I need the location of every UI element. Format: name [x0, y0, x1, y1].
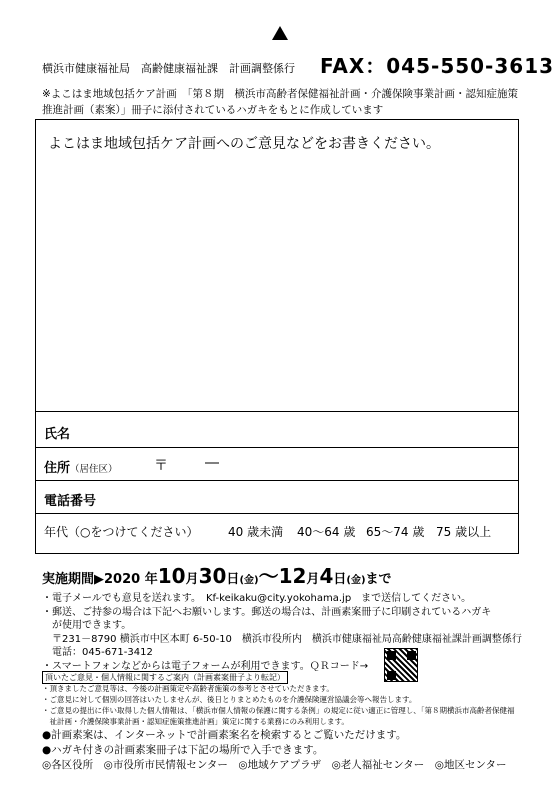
submission-methods — [42, 592, 522, 673]
footer-line: ●ハガキ付きの計画素案冊子は下記の場所で入手できます。 — [42, 744, 324, 756]
footer-locations: ◎各区役所 ◎市役所市民情報センター ◎地域ケアプラザ ◎老人福祉センター ◎地区センター — [42, 759, 507, 771]
divider — [35, 411, 519, 412]
fine-line: ・頂きましたご意見等は、今後の計画策定や高齢者施策の参考とさせていただきます。 — [42, 684, 334, 693]
period-unit: 月 — [306, 572, 320, 587]
divider — [35, 513, 519, 514]
footer-line: ●計画素案は、インターネットで計画素案名を検索するとご覧いただけます。 — [42, 729, 407, 741]
period-end: まで — [365, 572, 392, 587]
age-option-75plus[interactable]: 75 歳以上 — [436, 525, 492, 539]
period-start-day: 30 — [198, 564, 227, 588]
bullet-smartphone: ・スマートフォンなどからは電子フォームが利用できます。ＱＲコード→ — [42, 660, 369, 672]
age-option-under40[interactable]: 40 歳未満 — [228, 525, 284, 539]
postal-dash: ― — [205, 455, 219, 471]
qr-code-icon[interactable] — [384, 648, 418, 682]
privacy-fine-print — [42, 683, 520, 727]
source-note: ※よこはま地域包括ケア計画 「第８期 横浜市高齢者保健福祉計画・介護保険事業計画・認知症施策推進計画（素案）」冊子に添付されているハガキをもとに作成しています — [42, 88, 519, 116]
address-label-text: 住所 — [44, 461, 71, 476]
triangle-mark — [272, 26, 288, 40]
period-weekday: (金) — [346, 575, 366, 586]
period-unit: 日 — [333, 572, 347, 587]
period-unit: 月 — [185, 572, 199, 587]
divider — [35, 480, 519, 481]
fine-line: 祉計画・介護保険事業計画・認知症施策推進計画」策定に関する業務にのみ利用します。 — [42, 717, 349, 726]
period-end-day: 4 — [319, 564, 334, 588]
period-tilde: ～ — [258, 564, 279, 588]
postal-mark: 〒 — [154, 458, 168, 474]
privacy-notice-heading: 頂いたご意見・個人情報に関するご案内（計画素案冊子より転記） — [42, 671, 288, 684]
period-start-month: 10 — [157, 564, 186, 588]
opinion-textarea[interactable] — [40, 158, 518, 414]
age-option-65-74[interactable]: 65～74 歳 — [366, 525, 425, 539]
address-sublabel: （居住区） — [70, 464, 118, 475]
age-label: 年代（○をつけてください） — [44, 525, 199, 539]
form-title: よこはま地域包括ケア計画へのご意見などをお書きください。 — [48, 136, 440, 152]
phone-label: 電話番号 — [44, 494, 97, 509]
fax-number: FAX：045-550-3613 — [320, 54, 555, 78]
phone-field[interactable] — [120, 486, 514, 510]
address-label — [44, 457, 118, 476]
fine-line: ・ご意見の提出に伴い取得した個人情報は、「横浜市個人情報の保護に関する条例」の規定に従い適正に管理し、「第８期横浜市高齢者保健福 — [42, 706, 515, 715]
submission-period — [42, 560, 392, 589]
bullet-phone: 電話：045-671-3412 — [42, 647, 153, 658]
name-field[interactable] — [90, 419, 514, 443]
age-option-40-64[interactable]: 40～64 歳 — [297, 525, 356, 539]
fine-line: ・ご意見に対して個別の回答はいたしませんが、後日とりまとめたものを介護保険運営協議会等へ報告します。 — [42, 695, 417, 704]
period-label: 実施期間▶2020 年 — [42, 572, 158, 587]
bullet-mail: ・郵送、ご持参の場合は下記へお願いします。郵送の場合は、計画素案冊子に印刷されているハガキ — [42, 606, 492, 618]
address-field[interactable] — [230, 453, 514, 477]
period-end-month: 12 — [278, 564, 307, 588]
divider — [35, 447, 519, 448]
footer-info — [42, 728, 520, 773]
name-label: 氏名 — [44, 427, 71, 442]
period-weekday: (金) — [239, 575, 259, 586]
bullet-address: 〒231－8790 横浜市中区本町 6-50-10 横浜市役所内 横浜市健康福祉局高齢健康福祉課計画調整係行 — [42, 633, 522, 645]
department-label: 横浜市健康福祉局 高齢健康福祉課 計画調整係行 — [42, 62, 295, 75]
period-unit: 日 — [226, 572, 240, 587]
bullet-email: ・電子メールでも意見を送れます。 Kf-keikaku@city.yokohama.jp まで送信してください。 — [42, 593, 472, 604]
bullet-mail-cont: が使用できます。 — [42, 620, 132, 631]
